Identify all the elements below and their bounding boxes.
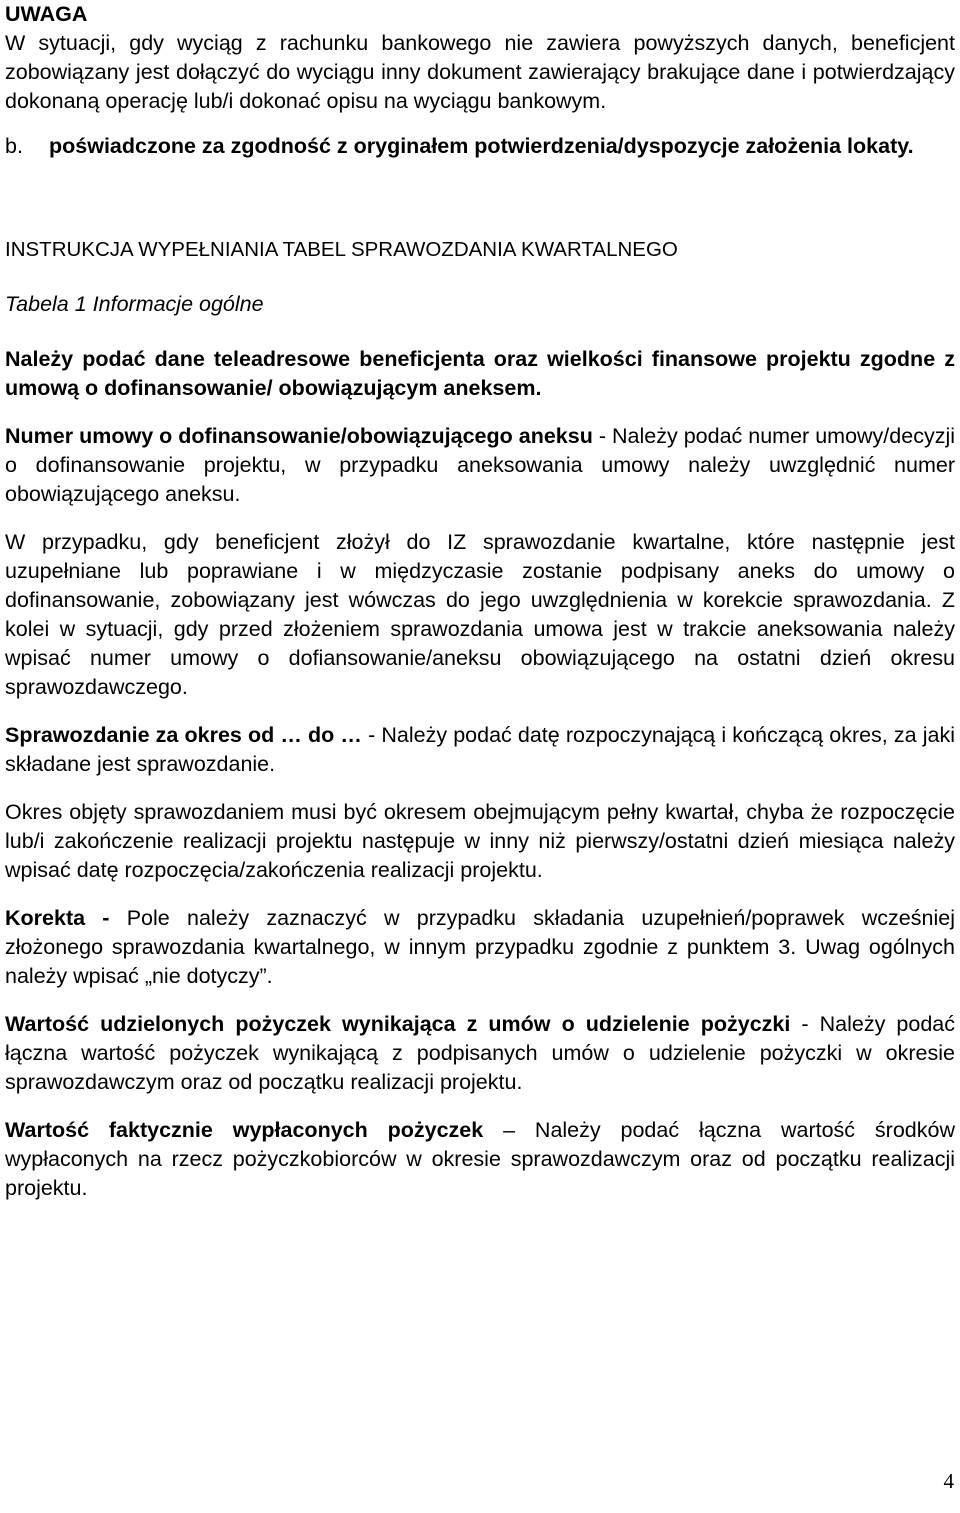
paragraph-term: Wartość udzielonych pożyczek wynikająca z umów o udzielenie pożyczki: [5, 1012, 791, 1036]
paragraph-term: Sprawozdanie za okres od … do …: [5, 723, 362, 747]
paragraph-text: Pole należy zaznaczyć w przypadku składania uzupełnień/poprawek wcześniej złożonego sprawozdania kwartalnego, w innym przypadku zgodnie z punktem 3. Uwag ogólnych należy wpisać „nie dotyczy”.: [5, 906, 955, 988]
section-heading: INSTRUKCJA WYPEŁNIANIA TABEL SPRAWOZDANIA KWARTALNEGO: [5, 238, 678, 261]
paragraph-term: Wartość faktycznie wypłaconych pożyczek: [5, 1118, 484, 1142]
paragraph-term: Numer umowy o dofinansowanie/obowiązującego aneksu: [5, 424, 593, 448]
paragraph-loans-granted: [5, 1010, 955, 1097]
document-page: [5, 0, 955, 1203]
paragraph-contract-number: [5, 422, 955, 509]
paragraph-text: Okres objęty sprawozdaniem musi być okresem obejmującym pełny kwartał, chyba że rozpoczęcie lub/i zakończenie realizacji projektu następuje w inny niż pierwszy/ostatni dzień miesiąca należy wpisać datę rozpoczęcia/zakończenia realizacji projektu.: [5, 800, 955, 882]
page-number: 4: [943, 1469, 954, 1493]
paragraph-text: - Należy podać numer umowy/decyzji o dofinansowanie projektu, w przypadku aneksowania umowy należy uwzględnić numer obowiązującego aneksu.: [5, 424, 955, 506]
paragraph-text: W przypadku, gdy beneficjent złożył do IZ sprawozdanie kwartalne, które następnie jest uzupełniane lub poprawiane i w międzyczasie zostanie podpisany aneks do umowy o dofinansowanie, zobowiązany jest wówczas do jego uwzględnienia w korekcie sprawozdania. Z kolei w sytuacji, gdy przed złożeniem sprawozdania umowa jest w trakcie aneksowania należy wpisać numer umowy o dofiansowanie/aneksu obowiązującego na ostatni dzień okresu sprawozdawczego.: [5, 530, 955, 699]
intro-paragraph: Należy podać dane teleadresowe beneficjenta oraz wielkości finansowe projektu zgodne z umową o dofinansowanie/ obowiązującym aneksem.: [5, 347, 955, 400]
paragraph-report-period: [5, 721, 955, 779]
list-item-b: [5, 132, 955, 161]
note-title: UWAGA: [5, 2, 88, 26]
paragraph-period-note: [5, 798, 955, 885]
list-marker: b.: [5, 134, 23, 158]
paragraph-text: - Należy podać łączna wartość pożyczek wynikającą z podpisanych umów o udzielenie pożyczki w okresie sprawozdawczym oraz od początku realizacji projektu.: [5, 1012, 955, 1094]
note-body: W sytuacji, gdy wyciąg z rachunku bankowego nie zawiera powyższych danych, beneficjent zobowiązany jest dołączyć do wyciągu inny dokument zawierający brakujące dane i potwierdzający dokonaną operację lub/i dokonać opisu na wyciągu bankowym.: [5, 31, 955, 113]
paragraph-annex-note: [5, 528, 955, 702]
table-title: Tabela 1 Informacje ogólne: [5, 292, 264, 316]
paragraph-text: – Należy podać łączna wartość środków wypłaconych na rzecz pożyczkobiorców w okresie sprawozdawczym oraz od początku realizacji projektu.: [5, 1118, 955, 1200]
paragraph-text: - Należy podać datę rozpoczynającą i kończącą okres, za jaki składane jest sprawozdanie.: [5, 723, 956, 776]
paragraph-correction: [5, 904, 955, 991]
list-item-text: poświadczone za zgodność z oryginałem potwierdzenia/dyspozycje założenia lokaty.: [49, 134, 914, 158]
paragraph-term: Korekta -: [5, 906, 110, 930]
paragraph-loans-paid: [5, 1116, 955, 1203]
